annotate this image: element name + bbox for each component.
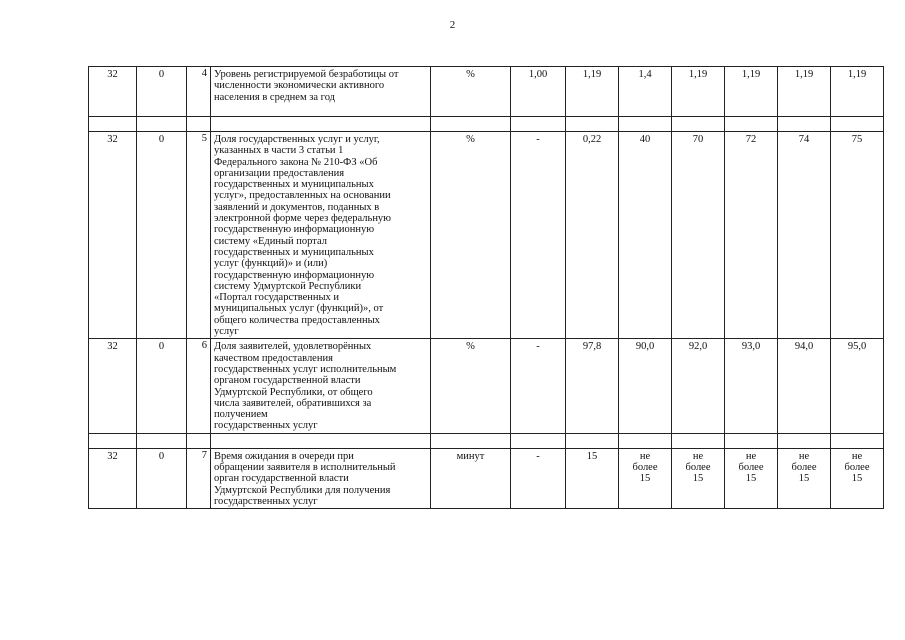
indicator-name-line: численности экономически активного — [214, 80, 385, 92]
limit-number: 15 — [851, 473, 863, 485]
limit-number: 15 — [639, 473, 651, 485]
unit-cell: % — [431, 339, 511, 433]
value-cell: 1,19 — [831, 67, 884, 117]
row-gap — [89, 433, 884, 448]
value-cell: 1,4 — [619, 67, 672, 117]
indicator-name-cell — [211, 448, 431, 508]
indicator-name-line: Удмуртской Республики, от общего — [214, 386, 373, 398]
indicator-name-line: общего количества предоставленных — [214, 314, 380, 326]
indicator-name-cell — [211, 339, 431, 433]
indicator-name-line: «Портал государственных и — [214, 292, 340, 304]
table-row — [89, 132, 884, 339]
indicator-name-line: органом государственной власти — [214, 375, 361, 387]
limit-value-cell — [619, 448, 672, 508]
indicator-name-line: Доля государственных услуг и услуг, — [214, 134, 380, 145]
value-cell: - — [511, 132, 566, 339]
indicator-name-line: систему «Единый портал — [214, 235, 327, 247]
indicator-name-line: Федерального закона № 210-ФЗ «Об — [214, 156, 378, 168]
indicator-name-line: орган государственной власти — [214, 473, 349, 485]
code-cell-2: 0 — [137, 339, 187, 433]
value-cell: - — [511, 448, 566, 508]
indicator-name-line: государственных и муниципальных — [214, 246, 374, 258]
value-cell: 15 — [566, 448, 619, 508]
value-cell: 1,19 — [566, 67, 619, 117]
limit-value-cell — [778, 448, 831, 508]
value-cell: 74 — [778, 132, 831, 339]
indicators-table — [88, 66, 884, 509]
indicator-name-line: обращении заявителя в исполнительный — [214, 462, 396, 474]
indicator-name-line: организации предоставления — [214, 167, 345, 179]
value-cell: 92,0 — [672, 339, 725, 433]
limit-word-ne: не — [798, 450, 810, 462]
value-cell: 94,0 — [778, 339, 831, 433]
table-row — [89, 67, 884, 117]
unit-cell: минут — [431, 448, 511, 508]
value-cell: 95,0 — [831, 339, 884, 433]
indicator-name-line: услуг (функций)» и (или) — [214, 258, 328, 270]
limit-number: 15 — [798, 473, 810, 485]
value-cell: 90,0 — [619, 339, 672, 433]
value-cell: 97,8 — [566, 339, 619, 433]
limit-word-ne: не — [851, 450, 863, 462]
value-cell: 72 — [725, 132, 778, 339]
indicator-name-line: государственных и муниципальных — [214, 179, 374, 191]
indicator-name-line: услуг — [214, 326, 239, 338]
indicator-name-line: государственную информационную — [214, 269, 375, 281]
limit-value-cell — [672, 448, 725, 508]
code-cell-1: 32 — [89, 67, 137, 117]
code-cell-2: 0 — [137, 448, 187, 508]
indicator-name-cell — [211, 67, 431, 117]
limit-word-bolee: более — [844, 462, 870, 474]
indicator-name-line: заявлений и документов, поданных в — [214, 201, 380, 213]
indicator-name-line: муниципальных услуг (функций)», от — [214, 303, 384, 315]
value-cell: - — [511, 339, 566, 433]
indicator-name-line: услуг», предоставленных на основании — [214, 190, 391, 202]
row-number-cell: 7 — [187, 448, 211, 508]
indicator-name-line: государственных услуг исполнительным — [214, 363, 397, 375]
indicator-name-line: Доля заявителей, удовлетворённых — [214, 341, 372, 353]
limit-word-bolee: более — [791, 462, 817, 474]
unit-cell: % — [431, 67, 511, 117]
limit-value-cell — [725, 448, 778, 508]
row-number-cell: 6 — [187, 339, 211, 433]
indicator-name-line: государственных услуг — [214, 495, 318, 507]
indicator-name-line: Удмуртской Республики для получения — [214, 484, 391, 496]
indicator-name-line: получением — [214, 409, 268, 421]
limit-value-cell — [831, 448, 884, 508]
unit-cell: % — [431, 132, 511, 339]
indicator-name-line: указанных в части 3 статьи 1 — [214, 145, 344, 157]
code-cell-2: 0 — [137, 67, 187, 117]
indicator-name-line: Время ожидания в очереди при — [214, 450, 354, 462]
value-cell: 1,19 — [672, 67, 725, 117]
limit-word-bolee: более — [685, 462, 711, 474]
table-row — [89, 339, 884, 433]
value-cell: 1,00 — [511, 67, 566, 117]
code-cell-2: 0 — [137, 132, 187, 339]
indicator-name-line: Уровень регистрируемой безработицы от — [214, 69, 399, 80]
value-cell: 1,19 — [778, 67, 831, 117]
indicator-name-line: государственных услуг — [214, 420, 318, 432]
value-cell: 1,19 — [725, 67, 778, 117]
value-cell: 70 — [672, 132, 725, 339]
limit-word-ne: не — [745, 450, 757, 462]
limit-number: 15 — [692, 473, 704, 485]
row-number-cell: 4 — [187, 67, 211, 117]
indicator-name-line: государственную информационную — [214, 224, 375, 236]
row-gap — [89, 117, 884, 132]
indicator-name-line: электронной форме через федеральную — [214, 213, 392, 225]
row-number-cell: 5 — [187, 132, 211, 339]
indicator-name-line: систему Удмуртской Республики — [214, 280, 362, 292]
value-cell: 75 — [831, 132, 884, 339]
limit-word-ne: не — [639, 450, 651, 462]
limit-number: 15 — [745, 473, 757, 485]
table-row — [89, 448, 884, 508]
indicator-name-line: населения в среднем за год — [214, 91, 335, 103]
limit-word-bolee: более — [632, 462, 658, 474]
page-number: 2 — [449, 19, 456, 31]
value-cell: 0,22 — [566, 132, 619, 339]
indicator-name-cell — [211, 132, 431, 339]
code-cell-1: 32 — [89, 339, 137, 433]
indicator-name-line: качеством предоставления — [214, 352, 333, 364]
value-cell: 40 — [619, 132, 672, 339]
limit-word-ne: не — [692, 450, 704, 462]
code-cell-1: 32 — [89, 132, 137, 339]
limit-word-bolee: более — [738, 462, 764, 474]
indicator-name-line: числа заявителей, обратившихся за — [214, 397, 372, 409]
code-cell-1: 32 — [89, 448, 137, 508]
value-cell: 93,0 — [725, 339, 778, 433]
